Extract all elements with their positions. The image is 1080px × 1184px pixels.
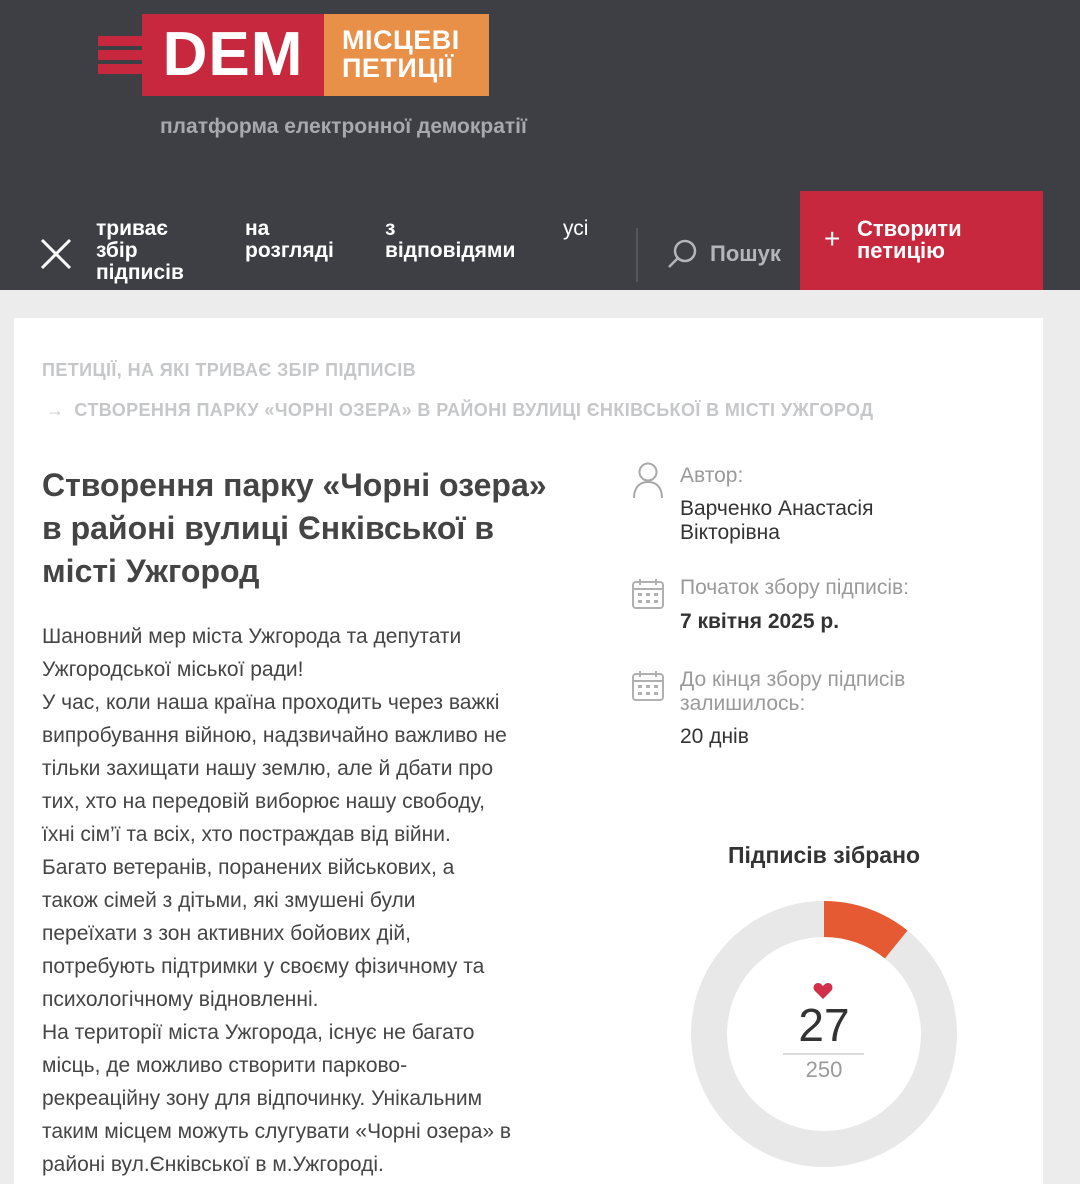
body-line: Ужгородської міської ради!: [42, 658, 304, 681]
create-label-line: Створити: [857, 216, 962, 241]
breadcrumb-current-text: СТВОРЕННЯ ПАРКУ «ЧОРНІ ОЗЕРА» В РАЙОНІ ВУЛИЦІ ЄНКІВСЬКОЇ В МІСТІ УЖГОРОД: [74, 400, 874, 420]
remaining-label: [680, 668, 905, 716]
calendar-icon: [631, 578, 665, 610]
arrow-right-icon: →: [46, 400, 65, 420]
logo-local-petitions: [324, 14, 489, 96]
author-name-line: Варченко Анастасія: [680, 497, 874, 520]
nav-label-line: з: [385, 217, 396, 240]
calendar-icon: [631, 670, 665, 702]
body-line: також сімей з дітьми, які змушені були: [42, 889, 416, 912]
create-petition-button[interactable]: [800, 191, 1043, 290]
body-line: випробування війною, надзвичайно важливо не: [42, 724, 507, 747]
nav-label-line: збір: [96, 239, 138, 262]
create-label-line: петицію: [857, 238, 945, 263]
tagline: платформа електронної демократії: [160, 115, 527, 138]
breadcrumb-current: [46, 400, 873, 421]
nav-label-line: розгляді: [245, 239, 334, 262]
author-name-line: Вікторівна: [680, 521, 780, 544]
nav-divider: [636, 228, 638, 282]
nav-label-line: усі: [563, 217, 589, 240]
petition-card: [14, 318, 1043, 1184]
logo-stripe: [98, 50, 146, 60]
user-icon: [631, 461, 665, 499]
logo-dem-text: DEM: [142, 14, 324, 96]
remaining-label-line: До кінця збору підписів: [680, 668, 906, 691]
remaining-label-line: залишилось:: [680, 692, 806, 715]
body-line: місць, де можливо створити парково-: [42, 1054, 408, 1077]
remaining-value: 20 днів: [680, 725, 749, 748]
signatures-divider: [783, 1053, 864, 1055]
dem-logo[interactable]: [98, 14, 493, 96]
body-line: У час, коли наша країна проходить через важкі: [42, 691, 500, 714]
nav-item-all[interactable]: [563, 218, 588, 240]
petition-title: Створення парку «Чорні озера» в районі вулиці Єнківської в місті Ужгород: [42, 467, 547, 589]
body-line: таким місцем можуть слугувати «Чорні озера» в: [42, 1120, 512, 1143]
nav-label-line: триває: [96, 217, 168, 240]
nav-label-line: підписів: [96, 261, 184, 284]
close-icon[interactable]: [38, 236, 74, 272]
body-line: їхні сім’ї та всіх, хто постраждав від війни.: [42, 823, 451, 846]
body-line: тільки захищати нашу землю, але й дбати про: [42, 757, 494, 780]
search-button[interactable]: [666, 238, 781, 270]
petition-body: [42, 620, 602, 1181]
plus-icon: +: [824, 223, 841, 254]
nav-label-line: відповідями: [385, 239, 516, 262]
body-line: психологічному відновленні.: [42, 988, 319, 1011]
author-label: Автор:: [680, 464, 744, 487]
signatures-collected: 27: [798, 999, 850, 1051]
create-petition-label: [857, 218, 962, 262]
body-line: Багато ветеранів, поранених військових, а: [42, 856, 455, 879]
top-header: [0, 0, 1080, 290]
signatures-goal: 250: [805, 1057, 843, 1082]
body-line: На території міста Ужгорода, існує не багато: [42, 1021, 475, 1044]
nav-item-answered[interactable]: [385, 218, 515, 262]
logo-line2: ПЕТИЦІЇ: [342, 53, 454, 83]
nav-label-line: на: [245, 217, 270, 240]
search-icon: [666, 238, 698, 270]
body-line: тих, хто на передовій виборює нашу свободу,: [42, 790, 485, 813]
body-line: Шановний мер міста Ужгорода та депутати: [42, 625, 462, 648]
logo-line1: МІСЦЕВІ: [342, 25, 460, 55]
body-line: рекреаційну зону для відпочинку. Унікальним: [42, 1087, 483, 1110]
search-label: Пошук: [710, 241, 781, 266]
body-line: переїхати з зон активних бойових дій,: [42, 922, 411, 945]
nav-item-collecting[interactable]: [96, 218, 184, 284]
breadcrumb-parent[interactable]: ПЕТИЦІЇ, НА ЯКІ ТРИВАЄ ЗБІР ПІДПИСІВ: [42, 360, 417, 380]
signatures-title: Підписів зібрано: [727, 842, 921, 868]
nav-item-under-review[interactable]: [245, 218, 334, 262]
author-name: [680, 497, 873, 545]
body-line: районі вул.Єнківської в м.Ужгороді.: [42, 1153, 384, 1176]
start-date-value: 7 квітня 2025 р.: [680, 610, 840, 633]
body-line: потребують підтримки у своєму фізичному та: [42, 955, 485, 978]
start-date-label: Початок збору підписів:: [680, 576, 909, 599]
